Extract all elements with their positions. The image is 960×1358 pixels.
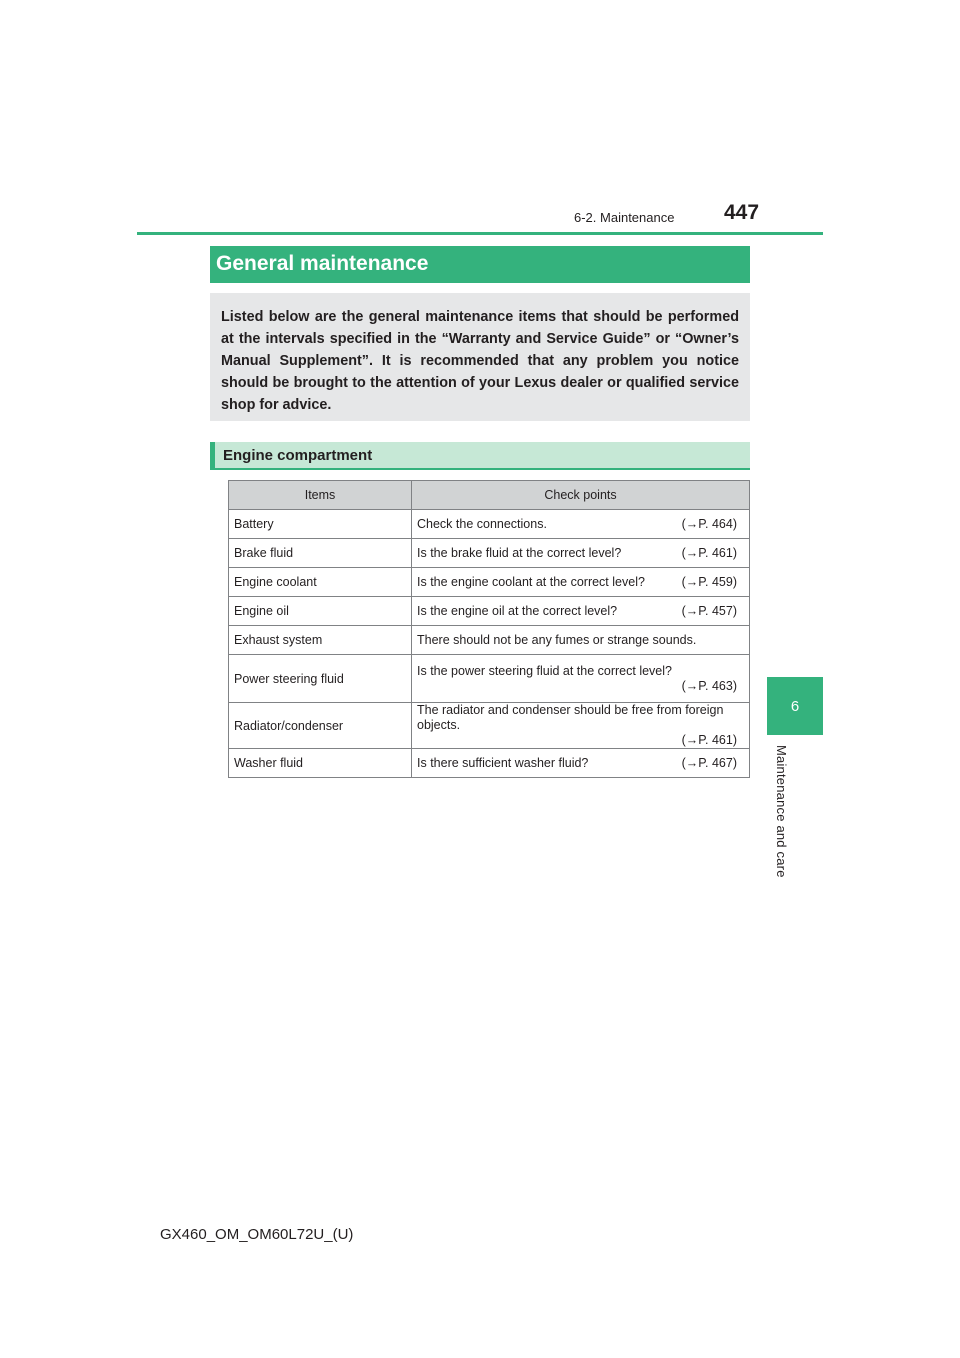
table-row	[229, 539, 750, 568]
page-title: General maintenance	[210, 246, 750, 283]
item-cell: Battery	[229, 510, 412, 539]
check-cell	[412, 749, 750, 778]
page-ref: (→P. 461)	[681, 733, 737, 747]
item-cell: Radiator/condenser	[229, 703, 412, 749]
table-header-row	[229, 481, 750, 510]
table-row	[229, 510, 750, 539]
check-cell	[412, 626, 750, 655]
check-cell	[412, 655, 750, 703]
item-cell: Brake fluid	[229, 539, 412, 568]
column-header-items: Items	[229, 481, 412, 510]
item-cell: Exhaust system	[229, 626, 412, 655]
item-cell: Washer fluid	[229, 749, 412, 778]
header-divider	[137, 232, 823, 235]
check-text: Is the engine oil at the correct level?	[417, 604, 618, 618]
table-row	[229, 568, 750, 597]
check-cell	[412, 597, 750, 626]
page-ref: (→P. 457)	[681, 604, 737, 618]
item-cell: Engine oil	[229, 597, 412, 626]
check-text: The radiator and condenser should be free from foreign objects.	[417, 703, 724, 732]
check-cell	[412, 510, 750, 539]
check-text: Check the connections.	[417, 517, 547, 531]
page-number: 447	[724, 201, 760, 224]
item-cell: Engine coolant	[229, 568, 412, 597]
intro-paragraph: Listed below are the general maintenance items that should be performed at the intervals specified in the “Warranty and Service Guide” or “Owner’s Manual Supplement”. It is recommended that any problem you notice should be brought to the attention of your Lexus dealer or qualified service shop for advice.	[210, 293, 750, 421]
check-cell	[412, 703, 750, 749]
table-row	[229, 749, 750, 778]
table-row	[229, 597, 750, 626]
check-text: There should not be any fumes or strange sounds.	[417, 633, 697, 647]
maintenance-table	[228, 480, 750, 778]
check-cell	[412, 568, 750, 597]
chapter-label: Maintenance and care	[774, 745, 789, 878]
subsection-title: Engine compartment	[210, 442, 750, 470]
page-ref: (→P. 467)	[681, 756, 737, 770]
page-ref: (→P. 461)	[681, 546, 737, 560]
check-text: Is the engine coolant at the correct level?	[417, 575, 645, 589]
section-title: 6-2. Maintenance	[574, 210, 675, 225]
chapter-number: 6	[790, 697, 800, 715]
page-ref: (→P. 463)	[681, 678, 737, 693]
check-text: Is the brake fluid at the correct level?	[417, 546, 622, 560]
column-header-check-points: Check points	[412, 481, 750, 510]
check-cell	[412, 539, 750, 568]
table-row	[229, 655, 750, 703]
check-text: Is the power steering fluid at the correct level?	[417, 663, 672, 678]
page-ref: (→P. 459)	[681, 575, 737, 589]
page-ref: (→P. 464)	[681, 517, 737, 531]
table-row	[229, 626, 750, 655]
check-text: Is there sufficient washer fluid?	[417, 756, 589, 770]
chapter-tab	[767, 677, 823, 735]
document-code: GX460_OM_OM60L72U_(U)	[160, 1226, 354, 1243]
table-row	[229, 703, 750, 749]
item-cell: Power steering fluid	[229, 655, 412, 703]
